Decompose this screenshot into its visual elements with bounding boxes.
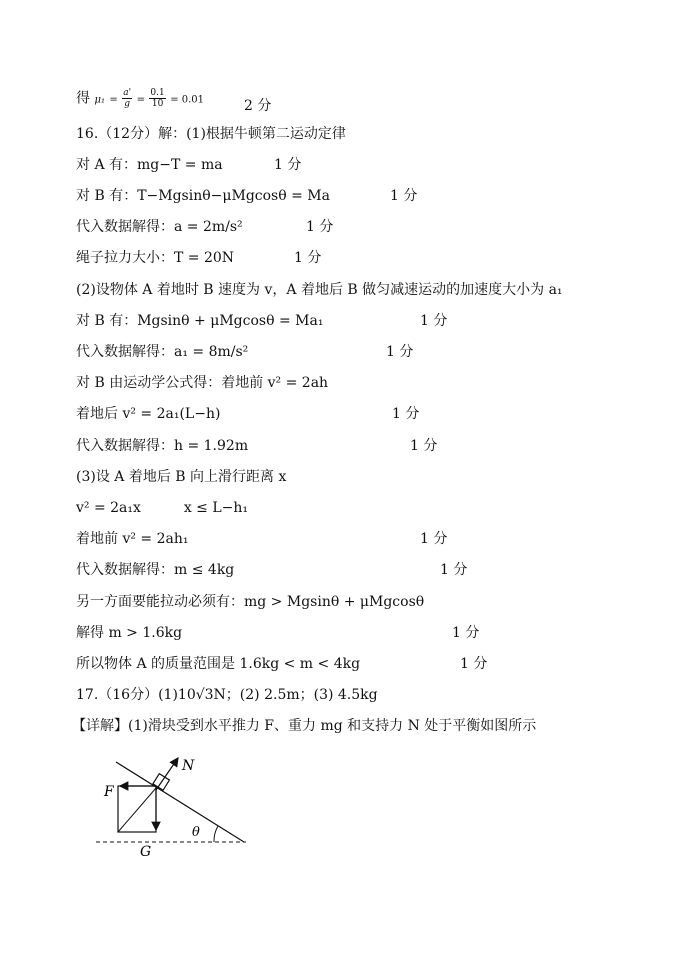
line-19: 所以物体 A 的质量范围是 1.6kg < m < 4kg (76, 656, 361, 672)
score-3: 1 分 (274, 157, 302, 173)
label-g: G (140, 844, 152, 860)
score-5: 1 分 (306, 219, 334, 235)
formula-frac-values (149, 88, 165, 109)
line-11: 着地后 v² = 2a₁(L−h) (76, 406, 221, 422)
line-17: 另一方面要能拉动必须有：mg > Mgsinθ + μMgcosθ (76, 594, 425, 610)
line-10: 对 B 由运动学公式得：着地前 v² = 2ah (76, 375, 329, 391)
label-f: F (104, 784, 114, 800)
line-14 (76, 498, 248, 518)
formula-result: = 0.01 (170, 94, 205, 106)
incline-line (116, 762, 244, 842)
line-9: 代入数据解得：a₁ = 8m/s² (76, 344, 249, 360)
score-4: 1 分 (390, 188, 418, 204)
line-2: 16.（12分）解：(1)根据牛顿第二运动定律 (76, 126, 346, 142)
eq-x-le: x ≤ L−h₁ (183, 500, 249, 516)
formula-mu: μ₁ (94, 94, 105, 106)
theta-arc (214, 826, 218, 842)
frac-den-g: g (124, 99, 131, 109)
line-18: 解得 m > 1.6kg (76, 625, 183, 641)
line-15: 着地前 v² = 2ah₁ (76, 531, 189, 547)
score-12: 1 分 (410, 438, 438, 454)
line-16: 代入数据解得：m ≤ 4kg (76, 562, 235, 578)
score-19: 1 分 (460, 656, 488, 672)
score-6: 1 分 (294, 250, 322, 266)
score-8: 1 分 (420, 313, 448, 329)
line-8: 对 B 有：Mgsinθ + μMgcosθ = Ma₁ (76, 313, 324, 329)
score-16: 1 分 (440, 562, 468, 578)
resultant-diagonal (118, 788, 156, 832)
formula-frac-a-g (122, 88, 132, 109)
line-21: 【详解】(1)滑块受到水平推力 F、重力 mg 和支持力 N 处于平衡如图所示 (72, 718, 537, 734)
force-diagram (96, 752, 296, 872)
score-15: 1 分 (420, 531, 448, 547)
frac-den-value: 10 (151, 99, 164, 109)
line-1: 得 μ₁ = $\frac{a'}{g}$ = $\frac{0.1}{10}$ = 0.01 (76, 88, 205, 109)
line-6: 绳子拉力大小：T = 20N (76, 250, 235, 266)
label-n: N (182, 758, 195, 774)
line-7: (2)设物体 A 着地时 B 速度为 v，A 着地后 B 做匀减速运动的加速度大小为 a₁ (76, 282, 563, 298)
frac-num-value: 0.1 (150, 88, 165, 98)
text-de: 得 (76, 90, 90, 107)
score-11: 1 分 (392, 406, 420, 422)
line-5: 代入数据解得：a = 2m/s² (76, 219, 243, 235)
score-9: 1 分 (386, 344, 414, 360)
line-20: 17.（16分）(1)10√3N；(2) 2.5m；(3) 4.5kg (76, 687, 378, 703)
frac-num-a: a' (123, 88, 132, 98)
line-4: 对 B 有：T−Mgsinθ−μMgcosθ = Ma (76, 188, 330, 204)
label-theta: θ (192, 825, 200, 840)
line-12: 代入数据解得：h = 1.92m (76, 438, 249, 454)
line-13: (3)设 A 着地后 B 向上滑行距离 x (76, 469, 287, 485)
score-18: 1 分 (452, 625, 480, 641)
eq-v2-2a1x: v² = 2a₁x (76, 500, 141, 516)
score-1: 2 分 (244, 98, 272, 114)
line-3: 对 A 有：mg−T = ma (76, 157, 223, 173)
